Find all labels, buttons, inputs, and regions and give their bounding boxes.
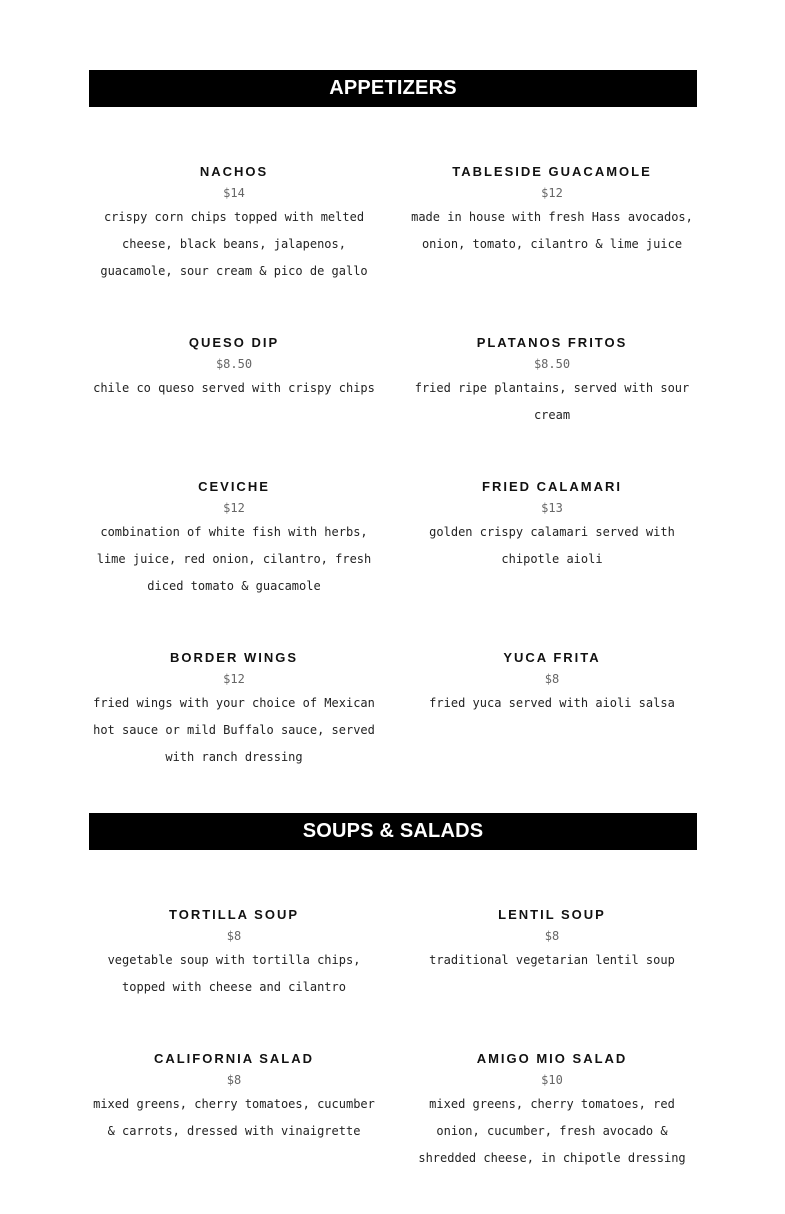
item-name: QUESO DIP bbox=[188, 335, 280, 350]
menu-item-amigo-mio-salad bbox=[404, 1051, 700, 1172]
item-name: NACHOS bbox=[199, 164, 269, 179]
item-price: $8 bbox=[226, 929, 242, 943]
item-price: $8.50 bbox=[215, 357, 253, 371]
menu-item-tableside-guacamole bbox=[404, 164, 700, 258]
item-description: mixed greens, cherry tomatoes, cucumber & carrots, dressed with vinaigrette bbox=[93, 1097, 375, 1138]
item-name: FRIED CALAMARI bbox=[482, 479, 622, 494]
item-price: $8.50 bbox=[533, 357, 571, 371]
item-name: YUCA FRITA bbox=[503, 650, 601, 665]
menu-item-queso-dip bbox=[86, 335, 382, 402]
item-name: CEVICHE bbox=[198, 479, 270, 494]
item-price: $12 bbox=[223, 501, 245, 515]
item-price: $14 bbox=[223, 186, 245, 200]
item-price: $8 bbox=[226, 1073, 242, 1087]
menu-item-fried-calamari bbox=[404, 479, 700, 573]
menu-item-california-salad bbox=[86, 1051, 382, 1145]
item-name: AMIGO MIO SALAD bbox=[476, 1051, 628, 1066]
menu-item-ceviche bbox=[86, 479, 382, 600]
menu-item-tortilla-soup bbox=[86, 907, 382, 1001]
item-name: TABLESIDE GUACAMOLE bbox=[452, 164, 652, 179]
item-name: PLATANOS FRITOS bbox=[476, 335, 628, 350]
item-description: chile co queso served with crispy chips bbox=[93, 381, 375, 395]
item-description: mixed greens, cherry tomatoes, red onion, cucumber, fresh avocado & shredded cheese, in chipotle dressing bbox=[418, 1097, 686, 1165]
item-description: fried yuca served with aioli salsa bbox=[429, 696, 675, 710]
menu-item-nachos bbox=[86, 164, 382, 285]
item-description: fried wings with your choice of Mexican hot sauce or mild Buffalo sauce, served with ranch dressing bbox=[93, 696, 375, 764]
menu-item-yuca-frita bbox=[404, 650, 700, 717]
item-name: TORTILLA SOUP bbox=[169, 907, 299, 922]
item-description: crispy corn chips topped with melted cheese, black beans, jalapenos, guacamole, sour cream & pico de gallo bbox=[100, 210, 368, 278]
item-name: CALIFORNIA SALAD bbox=[153, 1051, 315, 1066]
item-description: golden crispy calamari served with chipotle aioli bbox=[429, 525, 675, 566]
section-header-soups-salads: SOUPS & SALADS bbox=[89, 813, 697, 850]
item-price: $8 bbox=[544, 929, 560, 943]
item-price: $13 bbox=[541, 501, 563, 515]
item-price: $12 bbox=[223, 672, 245, 686]
item-name: BORDER WINGS bbox=[170, 650, 298, 665]
section-header-appetizers: APPETIZERS bbox=[89, 70, 697, 107]
item-description: vegetable soup with tortilla chips, topped with cheese and cilantro bbox=[107, 953, 361, 994]
menu-item-border-wings bbox=[86, 650, 382, 771]
item-description: traditional vegetarian lentil soup bbox=[429, 953, 675, 967]
item-name: LENTIL SOUP bbox=[498, 907, 606, 922]
menu-item-lentil-soup bbox=[404, 907, 700, 974]
item-price: $8 bbox=[544, 672, 560, 686]
item-description: made in house with fresh Hass avocados, onion, tomato, cilantro & lime juice bbox=[411, 210, 693, 251]
item-price: $10 bbox=[541, 1073, 563, 1087]
item-description: combination of white fish with herbs, lime juice, red onion, cilantro, fresh diced tomato & guacamole bbox=[96, 525, 372, 593]
item-description: fried ripe plantains, served with sour cream bbox=[414, 381, 690, 422]
item-price: $12 bbox=[541, 186, 563, 200]
menu-item-platanos-fritos bbox=[404, 335, 700, 429]
